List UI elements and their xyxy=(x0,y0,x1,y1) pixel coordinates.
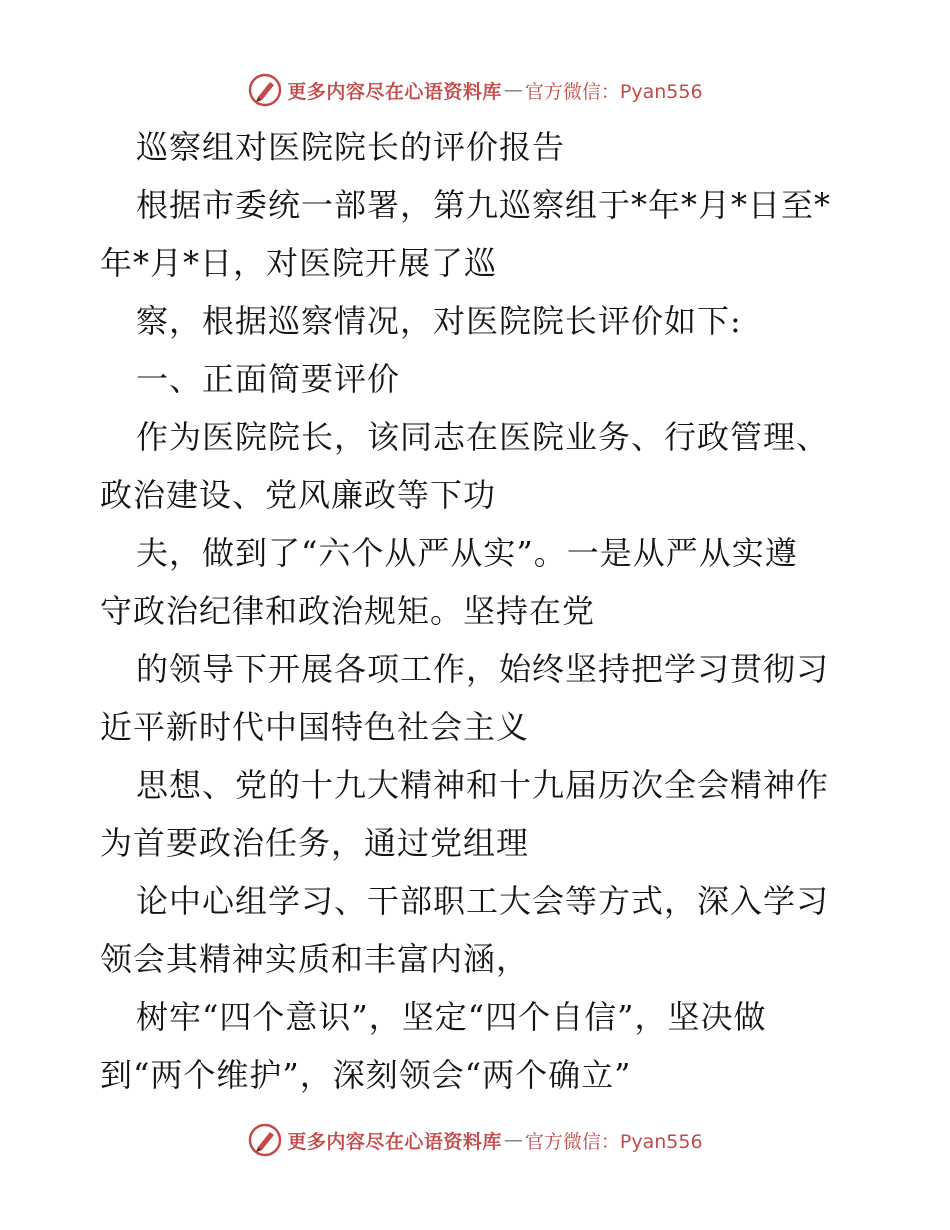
watermark-contact: 官方微信：Pyan556 xyxy=(524,80,703,103)
text-line: 领会其精神实质和丰富内涵， xyxy=(100,940,530,978)
text-line: 近平新时代中国特色社会主义 xyxy=(100,708,530,746)
text-line: 树牢“四个意识”，坚定“四个自信”，坚决做 xyxy=(136,998,767,1036)
watermark-separator: — xyxy=(503,79,523,101)
text-line: 巡察组对医院院长的评价报告 xyxy=(136,128,566,166)
text-line: 年*月*日，对医院开展了巡 xyxy=(100,244,498,282)
watermark-contact: 官方微信：Pyan556 xyxy=(524,1130,703,1153)
text-line: 为首要政治任务，通过党组理 xyxy=(100,824,530,862)
text-line: 思想、党的十九大精神和十九届历次全会精神作 xyxy=(136,766,830,804)
text-line: 政治建设、党风廉政等下功 xyxy=(100,476,497,514)
text-line: 察，根据巡察情况，对医院院长评价如下: xyxy=(136,302,742,340)
text-line: 的领导下开展各项工作，始终坚持把学习贯彻习 xyxy=(136,650,830,688)
text-line: 一、正面简要评价 xyxy=(136,360,401,398)
watermark-text: 更多内容尽在心语资料库 xyxy=(287,80,502,103)
watermark-text: 更多内容尽在心语资料库 xyxy=(287,1130,502,1153)
text-line: 夫，做到了“六个从严从实”。一是从严从实遵 xyxy=(136,534,798,572)
text-line: 根据市委统一部署，第九巡察组于*年*月*日至* xyxy=(136,186,832,224)
text-line: 作为医院院长，该同志在医院业务、行政管理、 xyxy=(136,418,830,456)
text-line: 到“两个维护”，深刻领会“两个确立” xyxy=(100,1056,632,1094)
text-line: 守政治纪律和政治规矩。坚持在党 xyxy=(100,592,596,630)
pen-logo-icon xyxy=(247,72,283,108)
watermark-header xyxy=(0,70,950,110)
document-body xyxy=(100,118,860,1104)
text-line: 论中心组学习、干部职工大会等方式，深入学习 xyxy=(136,882,830,920)
watermark-footer xyxy=(0,1120,950,1160)
pen-logo-icon xyxy=(247,1122,283,1158)
watermark-separator: — xyxy=(503,1129,523,1151)
